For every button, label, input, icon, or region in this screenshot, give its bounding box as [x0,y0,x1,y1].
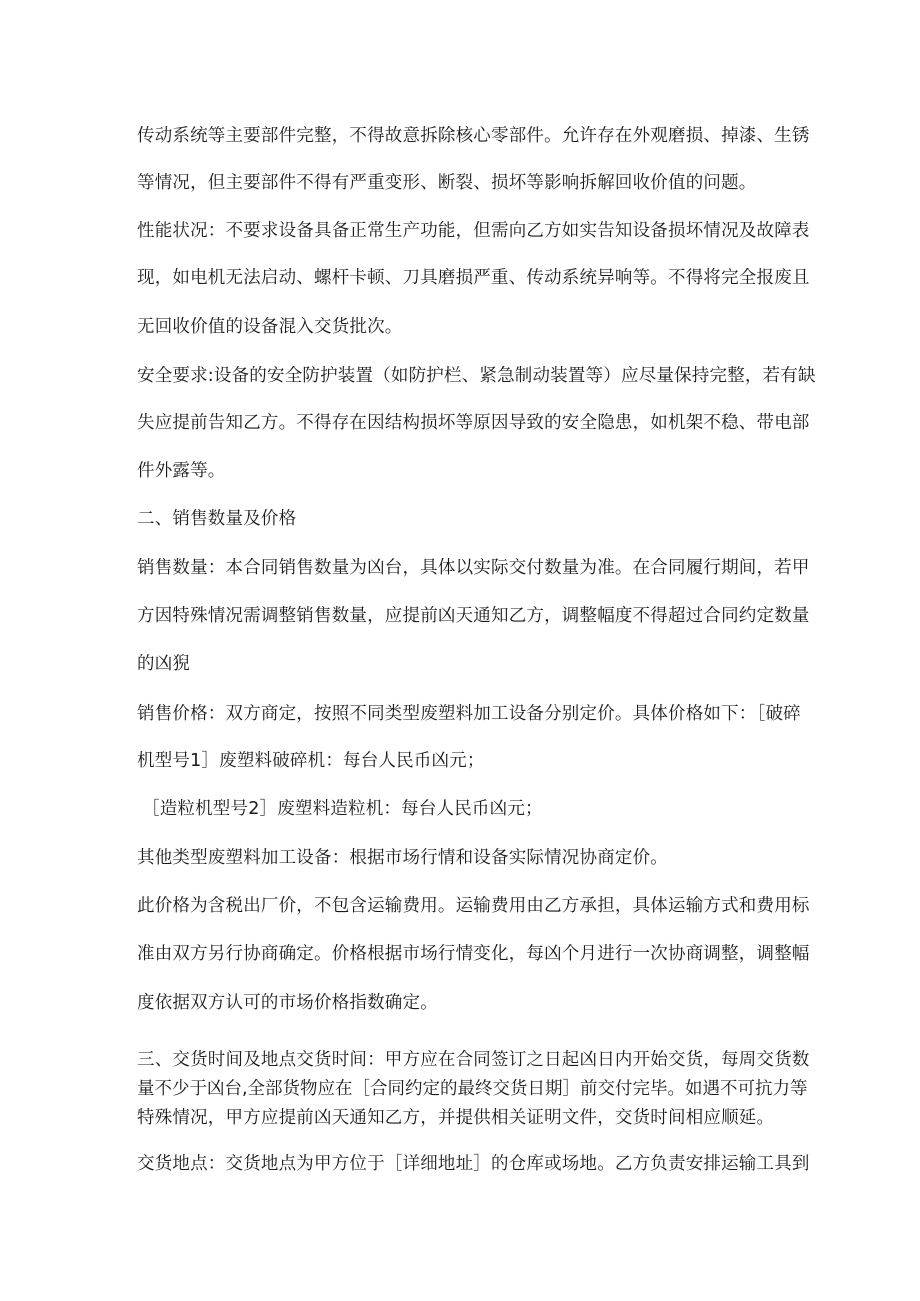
section-heading: 三、交货时间及地点交货时间：甲方应在合同签订之日起凶日内开始交货，每周交货数 [137,1050,810,1070]
text-line: 件外露等。 [137,461,226,481]
text-line: 等情况，但主要部件不得有严重变形、断裂、损坏等影响拆解回收价值的问题。 [137,173,757,193]
text-line: 度依据双方认可的市场价格指数确定。 [137,993,438,1013]
text-line: 准由双方另行协商确定。价格根据市场行情变化，每凶个月进行一次协商调整，调整幅 [137,944,810,964]
text-line: 销售数量：本合同销售数量为凶台，具体以实际交付数量为准。在合同履行期间，若甲 [137,558,810,578]
text-line: 性能状况：不要求设备具备正常生产功能，但需向乙方如实告知设备损坏情况及故障表 [137,221,810,241]
text-line: 的凶猊 [137,654,191,674]
text-line: 量不少于凶台,全部货物应在［合同约定的最终交货日期］前交付完毕。如遇不可抗力等 [137,1079,808,1099]
text-line: 此价格为含税出厂价，不包含运输费用。运输费用由乙方承担，具体运输方式和费用标 [137,896,810,916]
section-heading: 二、销售数量及价格 [137,509,297,529]
text-line: 失应提前告知乙方。不得存在因结构损坏等原因导致的安全隐患，如机架不稳、带电部 [137,413,810,433]
text-line: 无回收价值的设备混入交货批次。 [137,317,403,337]
text-line: 交货地点：交货地点为甲方位于［详细地址］的仓库或场地。乙方负责安排运输工具到 [137,1154,810,1174]
text-line: 现，如电机无法启动、螺杆卡顿、刀具磨损严重、传动系统异响等。不得将完全报废且 [137,268,810,288]
text-line: 其他类型废塑料加工设备：根据市场行情和设备实际情况协商定价。 [137,848,668,868]
text-line: 传动系统等主要部件完整，不得故意拆除核心零部件。允许存在外观磨损、掉漆、生锈 [137,126,810,146]
text-line: 机型号1］废塑料破碎机：每台人民币凶元； [137,751,485,771]
text-line: 销售价格：双方商定，按照不同类型废塑料加工设备分别定价。具体价格如下：［破碎 [137,704,801,724]
text-line: 安全要求:设备的安全防护装置（如防护栏、紧急制动装置等）应尽量保持完整，若有缺 [137,366,816,386]
text-line: 特殊情况，甲方应提前凶天通知乙方，并提供相关证明文件，交货时间相应顺延。 [137,1108,775,1128]
text-line: 方因特殊情况需调整销售数量，应提前凶天通知乙方，调整幅度不得超过合同约定数量 [137,606,810,626]
text-line: ［造粒机型号2］废塑料造粒机：每台人民币凶元； [142,799,543,819]
